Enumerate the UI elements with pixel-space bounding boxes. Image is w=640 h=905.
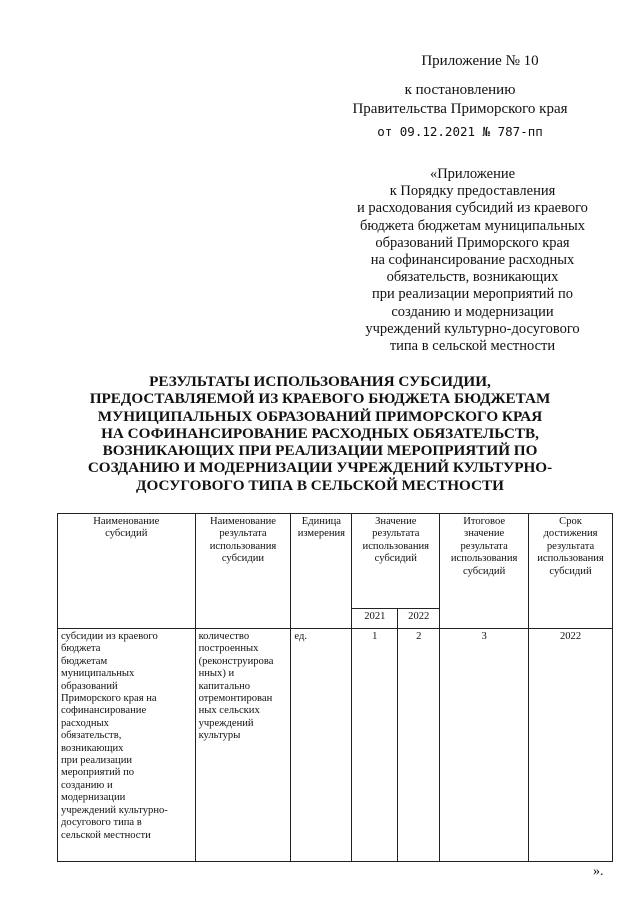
annex-line: «Приложение [429,166,516,182]
resolution-reference: к постановлению [404,82,516,98]
cell-final-value: 3 [440,629,529,862]
cell-unit: ед. [291,629,352,862]
resolution-date-number: от 09.12.2021 № 787-пп [377,124,543,139]
header-year-2022: 2022 [398,609,440,629]
government-name: Правительства Приморского края [352,101,568,117]
header-final-value: Итоговое значение результата использования субсидий [440,514,529,629]
annex-line: учреждений культурно-досугового [365,320,580,337]
cell-value-2021: 1 [352,629,398,862]
document-title [70,373,570,494]
title-line: ДОСУГОВОГО ТИПА В СЕЛЬСКОЙ МЕСТНОСТИ [136,476,504,494]
appendix-header [330,52,590,141]
table-row [58,629,613,862]
results-table [57,513,613,862]
annex-line: бюджета бюджетам муниципальных [360,217,585,234]
annex-line: и расходования субсидий из краевого [357,200,588,217]
annex-line: при реализации мероприятий по [372,286,573,303]
header-result-name: Наименование результата использования субсидии [195,514,291,629]
header-unit: Единица измерения [291,514,352,629]
annex-line: к Порядку предоставления [389,183,556,200]
title-line: ПРЕДОСТАВЛЯЕМОЙ ИЗ КРАЕВОГО БЮДЖЕТА БЮДЖЕТАМ [89,390,551,408]
cell-deadline: 2022 [529,629,613,862]
header-year-2021: 2021 [352,609,398,629]
cell-value-2022: 2 [398,629,440,862]
cell-result-name: количество построенных (реконструирова нных) и капитально отремонтирован ных сельских учреждений культуры [195,629,291,862]
header-value: Значение результата использования субсидий [352,514,440,609]
title-line: РЕЗУЛЬТАТЫ ИСПОЛЬЗОВАНИЯ СУБСИДИИ, [149,373,491,390]
closing-quote: ». [593,864,604,879]
annex-line: типа в сельской местности [389,338,556,355]
header-subsidy-name: Наименование субсидий [58,514,196,629]
title-line: СОЗДАНИЮ И МОДЕРНИЗАЦИИ УЧРЕЖДЕНИЙ КУЛЬТУРНО- [87,459,553,477]
annex-reference-block [330,166,615,355]
annex-line: образований Приморского края [375,234,570,251]
annex-line: на софинансирование расходных [370,252,575,269]
annex-line: созданию и модернизации [391,303,554,320]
title-line: НА СОФИНАНСИРОВАНИЕ РАСХОДНЫХ ОБЯЗАТЕЛЬСТВ, [101,424,539,442]
header-deadline: Срок достижения результата использования субсидий [529,514,613,629]
cell-subsidy-name: субсидии из краевого бюджета бюджетам муниципальных образований Приморского края на софинансирование расходных обязательств, возникающих при реализации мероприятий по созданию и модернизации учреждений культурно- досугового типа в сельской местности [58,629,196,862]
title-line: ВОЗНИКАЮЩИХ ПРИ РЕАЛИЗАЦИИ МЕРОПРИЯТИЙ ПО [102,442,538,460]
appendix-number: Приложение № 10 [421,53,539,69]
annex-line: обязательств, возникающих [386,269,559,286]
title-line: МУНИЦИПАЛЬНЫХ ОБРАЗОВАНИЙ ПРИМОРСКОГО КРАЯ [97,407,543,425]
